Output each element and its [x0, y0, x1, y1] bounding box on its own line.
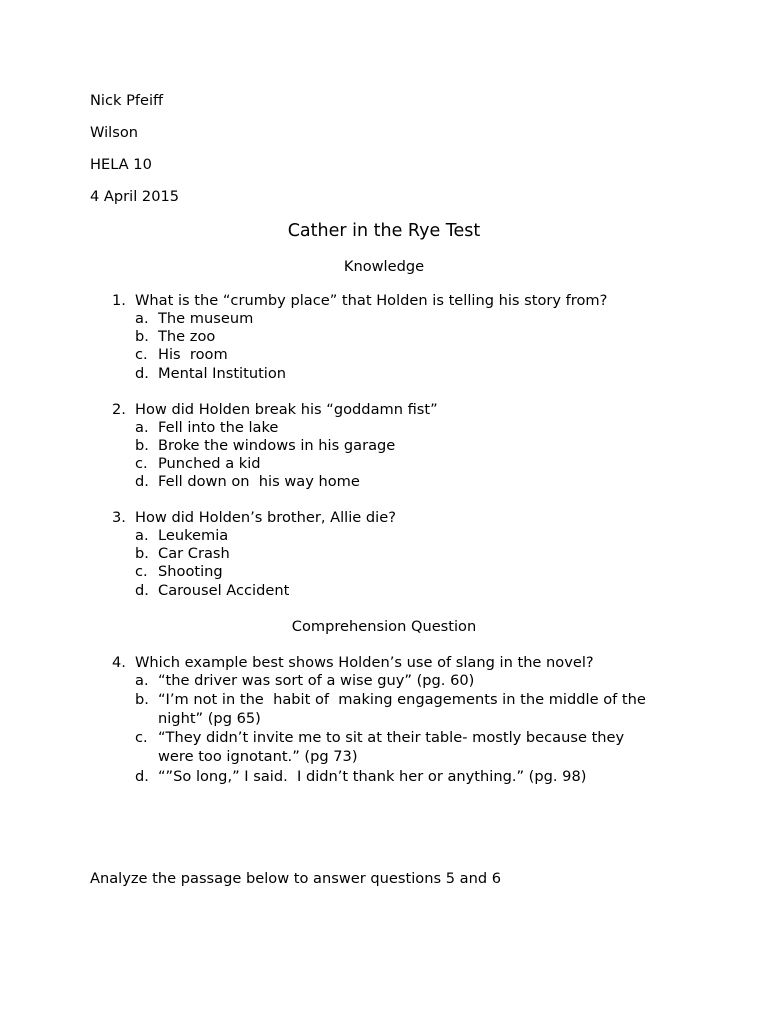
option-text: Shooting: [158, 563, 223, 580]
option-text: “I’m not in the habit of making engagements in the middle of the: [158, 691, 646, 708]
option-letter: d.: [135, 582, 149, 599]
question-text: Which example best shows Holden’s use of slang in the novel?: [135, 654, 594, 671]
option-letter: a.: [135, 672, 149, 689]
question-text: How did Holden’s brother, Allie die?: [135, 509, 396, 526]
question-number: 2.: [112, 401, 126, 418]
question-number: 1.: [112, 292, 126, 309]
page-title: Cather in the Rye Test: [287, 221, 481, 241]
option-text: Carousel Accident: [158, 582, 290, 599]
passage-instruction: Analyze the passage below to answer questions 5 and 6: [90, 870, 502, 887]
option-letter: d.: [135, 768, 149, 785]
option-letter: c.: [135, 455, 148, 472]
question-text: What is the “crumby place” that Holden is telling his story from?: [135, 292, 608, 309]
option-text: Fell into the lake: [158, 419, 279, 436]
student-name: Nick Pfeiff: [90, 92, 164, 109]
question-number: 3.: [112, 509, 126, 526]
course-name: HELA 10: [90, 156, 152, 173]
option-letter: a.: [135, 527, 149, 544]
date: 4 April 2015: [90, 188, 180, 205]
option-text: His room: [158, 346, 228, 363]
option-letter: b.: [135, 545, 149, 562]
option-text: Fell down on his way home: [158, 473, 360, 490]
option-text: Leukemia: [158, 527, 229, 544]
section-heading-knowledge: Knowledge: [343, 258, 425, 275]
teacher-name: Wilson: [90, 124, 138, 141]
option-text: “They didn’t invite me to sit at their table- mostly because they: [158, 729, 625, 746]
option-text: Punched a kid: [158, 455, 261, 472]
section-heading-comprehension: Comprehension Question: [291, 618, 477, 635]
option-letter: a.: [135, 310, 149, 327]
option-text: The zoo: [158, 328, 216, 345]
option-letter: c.: [135, 346, 148, 363]
option-text: “the driver was sort of a wise guy” (pg. 60): [158, 672, 475, 689]
question-number: 4.: [112, 654, 126, 671]
option-text: Mental Institution: [158, 365, 287, 382]
option-letter: b.: [135, 437, 149, 454]
option-text-continued: night” (pg 65): [158, 710, 261, 727]
option-text: “”So long,” I said. I didn’t thank her or anything.” (pg. 98): [158, 768, 587, 785]
option-letter: a.: [135, 419, 149, 436]
option-letter: d.: [135, 473, 149, 490]
option-letter: b.: [135, 328, 149, 345]
option-text: Broke the windows in his garage: [158, 437, 396, 454]
option-letter: d.: [135, 365, 149, 382]
option-letter: c.: [135, 563, 148, 580]
option-text: The museum: [158, 310, 254, 327]
question-text: How did Holden break his “goddamn fist”: [135, 401, 438, 418]
option-text-continued: were too ignotant.” (pg 73): [158, 748, 358, 765]
option-text: Car Crash: [158, 545, 230, 562]
option-letter: c.: [135, 729, 148, 746]
option-letter: b.: [135, 691, 149, 708]
